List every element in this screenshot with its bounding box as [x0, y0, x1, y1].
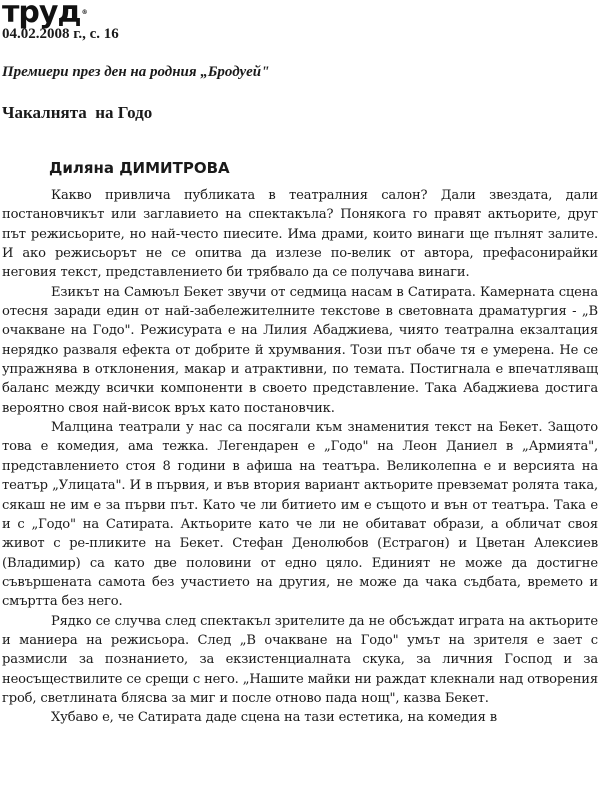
article-paragraph: Хубаво е, че Сатирата даде сцена на тази естетика, на комедия в	[51, 710, 497, 726]
article-body	[2, 186, 598, 728]
article-subtitle: Премиери през ден на родния „Бродуей"	[2, 64, 270, 80]
article-title: Чакалнята на Годо	[2, 103, 153, 122]
article-paragraph: Езикът на Самюъл Бекет звучи от седмица насам в Сатирата. Камерната сцена отесня заради един от най-забележителните текстове в световната драматургия - „В очакване на Годо". Режисурата е на Лилия Абаджиева, чиято театрална екзалтация нерядко разваля ефекта от добрите й хрумвания. Този път обаче тя е умерена. Не се упражнява в отклонения, макар и атрактивни, по темата. Постигнала е впечатляващ баланс между всички компоненти в своето представление. Така Абаджиева достига вероятно своя най-висок връх като постановчик.	[2, 284, 598, 416]
article-paragraph: Малцина театрали у нас са посягали към знаменития текст на Бекет. Защото това е комедия, ама тежка. Легендарен е „Годо" на Леон Даниел в „Армията", представлението стоя 8 години в афиша на театъра. Великолепна е и версията на театър „Улицата". И в първия, и във втория вариант актьорите превземат ролята така, сякаш не им е за първи път. Като че ли битието им е същото и вън от театъра. Така е и с „Годо" на Сатирата. Актьорите като че ли не обитават образи, а обличат своя живот с ре-пликите на Бекет. Стефан Денолюбов (Естрагон) и Цветан Алексиев (Владимир) са като две половини от едно цяло. Единият не може да достигне съвършената самота без участието на другия, не може да чака съдбата, времето и смъртта без него.	[2, 420, 598, 610]
article-author: Диляна ДИМИТРОВА	[49, 159, 230, 177]
dateline: 04.02.2008 г., с. 16	[2, 26, 119, 42]
article-paragraph: Какво привлича публиката в театралния салон? Дали звездата, дали постановчикът или заглавието на спектакъла? Понякога го правят актьорите, друг път режисьорите, но най-често пиесите. Има драми, които винаги ще пълнят залите. И ако режисьорът не се опитва да излезе по-велик от автора, префасонирайки неговия текст, представлението би трябвало да се получава винаги.	[2, 188, 598, 281]
registered-mark: ®	[81, 9, 87, 16]
article-paragraph: Рядко се случва след спектакъл зрителите да не обсъждат играта на актьорите и маниера на режисьора. След „В очакване на Годо" умът на зрителя е зает с размисли за познанието, за екзистенциалната скука, за личния Господ и за неосъществилите се срещи с него. „Нашите майки ни раждат клекнали над отворения гроб, светлината блясва за миг и после отново пада нощ", казва Бекет.	[2, 613, 598, 706]
logo-text: труд	[2, 0, 81, 30]
